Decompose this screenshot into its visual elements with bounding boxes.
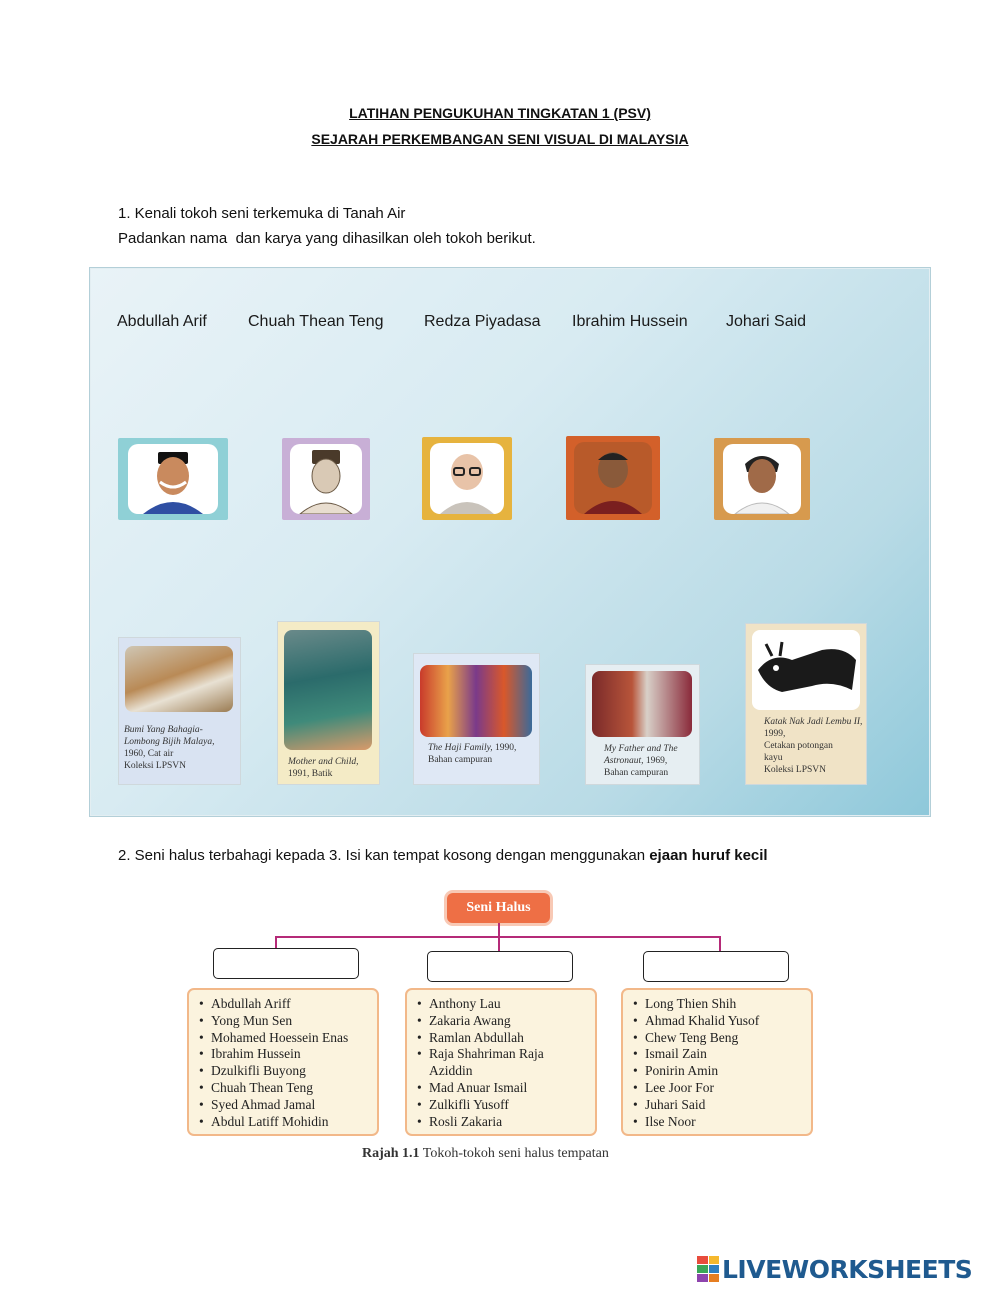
- artwork-image: [125, 646, 233, 712]
- figure-caption: Rajah 1.1 Tokoh-tokoh seni halus tempatan: [362, 1146, 609, 1161]
- list-item: • Ilse Noor: [633, 1114, 803, 1131]
- artist-list-2: [405, 988, 597, 1136]
- artwork-card-2: [277, 621, 380, 785]
- list-item: • Ibrahim Hussein: [199, 1046, 369, 1063]
- list-item: • Juhari Said: [633, 1097, 803, 1114]
- list-item: • Long Thien Shih: [633, 996, 803, 1013]
- list-item: • Chew Teng Beng: [633, 1030, 803, 1047]
- connector: [498, 936, 500, 952]
- artwork-image: [752, 630, 860, 710]
- worksheet-subtitle: SEJARAH PERKEMBANGAN SENI VISUAL DI MALAYSIA: [311, 131, 689, 147]
- portrait-image: [574, 442, 651, 514]
- list-item: • Mohamed Hoessein Enas: [199, 1030, 369, 1047]
- list-item: • Mad Anuar Ismail: [417, 1080, 587, 1097]
- list-item: • Ramlan Abdullah: [417, 1030, 587, 1047]
- portrait-3: [422, 437, 512, 520]
- portrait-2: [282, 438, 370, 520]
- artwork-caption: Katak Nak Jadi Lembu II, 1999, Cetakan potongan kayu Koleksi LPSVN: [764, 717, 863, 775]
- liveworksheets-logo-icon: [697, 1256, 719, 1282]
- artwork-caption: Bumi Yang Bahagia-Lombong Bijih Malaya, 1960, Cat air Koleksi LPSVN: [124, 725, 215, 771]
- artist-list-3: [621, 988, 813, 1136]
- artwork-card-1: [118, 637, 241, 785]
- artwork-caption: My Father and The Astronaut, 1969, Bahan campuran: [604, 744, 678, 778]
- artwork-card-4: [585, 664, 700, 785]
- name-johari-said[interactable]: Johari Said: [726, 313, 807, 330]
- list-item: • Ponirin Amin: [633, 1063, 803, 1080]
- answer-field-2[interactable]: [427, 951, 573, 982]
- list-item: • Raja Shahriman Raja: [417, 1046, 587, 1063]
- bull-print-icon: [752, 630, 860, 710]
- artwork-card-3: [413, 653, 540, 785]
- artwork-image: [592, 671, 692, 737]
- artwork-card-5: [745, 623, 867, 785]
- list-item: • Syed Ahmad Jamal: [199, 1097, 369, 1114]
- list-item: • Ahmad Khalid Yusof: [633, 1013, 803, 1030]
- question-1-instruction: Padankan nama dan karya yang dihasilkan oleh tokoh berikut.: [118, 230, 536, 247]
- name-abdullah-arif[interactable]: Abdullah Arif: [117, 313, 207, 330]
- artwork-image: [284, 630, 372, 750]
- list-item: • Zulkifli Yusoff: [417, 1097, 587, 1114]
- artwork-caption: The Haji Family, 1990, Bahan campuran: [428, 743, 517, 765]
- name-ibrahim-hussein[interactable]: Ibrahim Hussein: [572, 313, 688, 330]
- connector: [719, 936, 721, 952]
- portrait-image: [128, 444, 218, 515]
- portrait-image: [430, 443, 504, 514]
- name-chuah-thean-teng[interactable]: Chuah Thean Teng: [248, 313, 384, 330]
- list-item: • Anthony Lau: [417, 996, 587, 1013]
- list-item: • Chuah Thean Teng: [199, 1080, 369, 1097]
- name-redza-piyadasa[interactable]: Redza Piyadasa: [424, 313, 541, 330]
- list-item: • Abdullah Ariff: [199, 996, 369, 1013]
- artist-list-1: [187, 988, 379, 1136]
- portrait-5: [714, 438, 810, 520]
- portrait-image: [290, 444, 362, 515]
- connector: [498, 923, 500, 937]
- list-item: • Yong Mun Sen: [199, 1013, 369, 1030]
- question-2-heading: 2. Seni halus terbahagi kepada 3. Isi kan tempat kosong dengan menggunakan ejaan huruf kecil: [118, 847, 768, 864]
- list-item: • Ismail Zain: [633, 1046, 803, 1063]
- list-item: • Lee Joor For: [633, 1080, 803, 1097]
- portrait-4: [566, 436, 660, 520]
- answer-field-1[interactable]: [213, 948, 359, 979]
- answer-field-3[interactable]: [643, 951, 789, 982]
- list-item: • Abdul Latiff Mohidin: [199, 1114, 369, 1131]
- question-1-heading: 1. Kenali tokoh seni terkemuka di Tanah Air: [118, 205, 406, 222]
- portrait-image: [723, 444, 802, 515]
- list-item: • Zakaria Awang: [417, 1013, 587, 1030]
- liveworksheets-brand-text: LIVEWORKSHEETS: [722, 1254, 973, 1284]
- list-item: Aziddin: [429, 1063, 473, 1079]
- artwork-image: [420, 665, 532, 737]
- artwork-caption: Mother and Child, 1991, Batik: [288, 757, 359, 779]
- worksheet-title: LATIHAN PENGUKUHAN TINGKATAN 1 (PSV): [349, 105, 651, 121]
- liveworksheets-logo: [697, 1254, 972, 1284]
- list-item: • Rosli Zakaria: [417, 1114, 587, 1131]
- seni-halus-root: Seni Halus: [447, 893, 550, 923]
- portrait-1: [118, 438, 228, 520]
- list-item: • Dzulkifli Buyong: [199, 1063, 369, 1080]
